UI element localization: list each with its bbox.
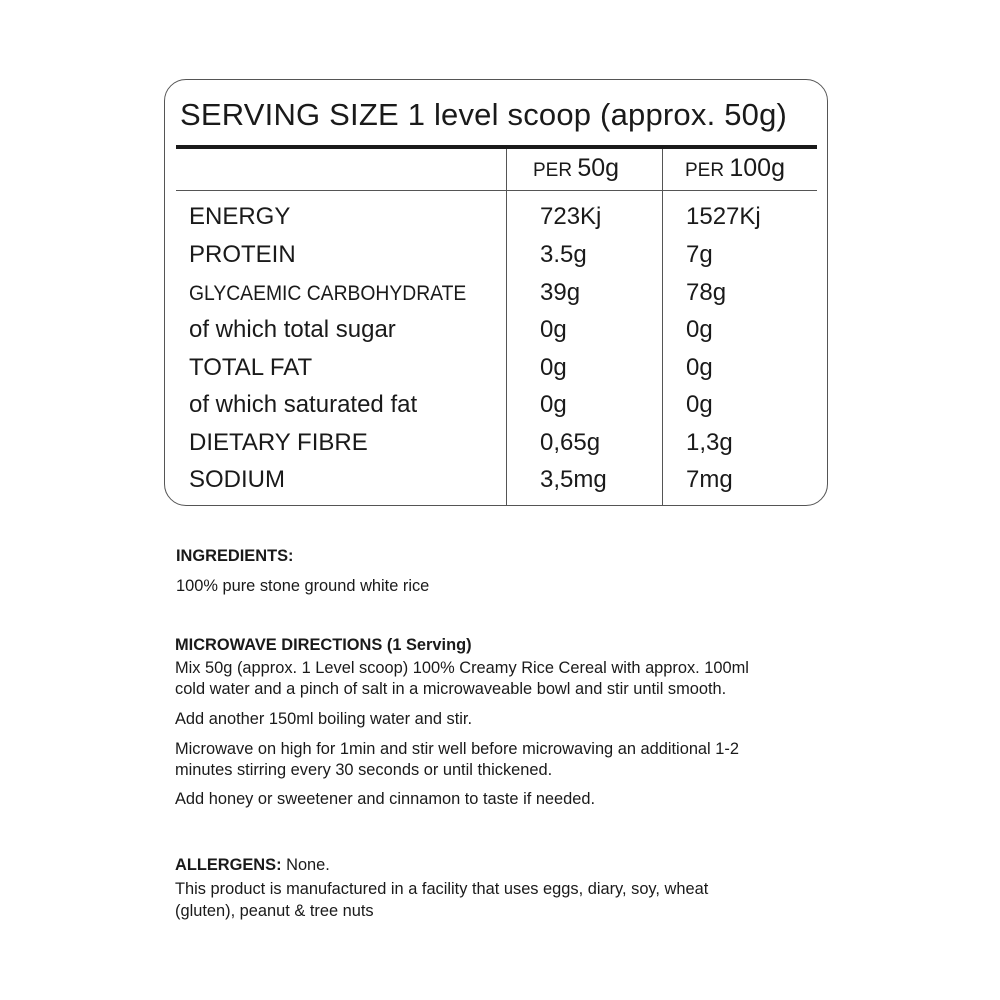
nutrient-value-per-50g: 0g [540, 316, 567, 343]
nutrient-label: GLYCAEMIC CARBOHYDRATE [189, 282, 467, 305]
nutrient-value-per-50g: 0g [540, 391, 567, 418]
nutrient-row-total-fat [0, 354, 1000, 390]
nutrient-row-dietary-fibre [0, 429, 1000, 465]
nutrient-row-total-sugar [0, 316, 1000, 352]
nutrient-label: SODIUM [189, 466, 285, 493]
nutrient-label: of which saturated fat [189, 391, 418, 418]
nutrient-value-per-100g: 0g [686, 391, 713, 418]
nutrient-value-per-50g: 3.5g [540, 241, 587, 268]
nutrient-label: DIETARY FIBRE [189, 429, 368, 456]
nutrient-value-per-50g: 39g [540, 279, 581, 306]
nutrient-row-glycaemic-carbohydrate [0, 279, 1000, 315]
nutrient-label: of which total sugar [189, 316, 396, 343]
allergens-heading: ALLERGENS: [175, 856, 282, 874]
column-header-per-50g [533, 154, 619, 183]
allergens-value: None. [281, 856, 330, 874]
ingredients-heading: INGREDIENTS: [176, 547, 294, 565]
directions-line: Add another 150ml boiling water and stir. [175, 710, 473, 728]
nutrient-label: TOTAL FAT [189, 354, 313, 381]
nutrient-value-per-100g: 7mg [686, 466, 733, 493]
ingredients-text: 100% pure stone ground white rice [176, 577, 430, 595]
allergens-statement [175, 855, 330, 876]
directions-line: minutes stirring every 30 seconds or until thickened. [175, 761, 553, 779]
column-header-prefix: PER [533, 160, 578, 181]
directions-line: Microwave on high for 1min and stir well before microwaving an additional 1-2 [175, 740, 739, 758]
column-header-value: 100g [729, 154, 785, 182]
header-divider [176, 145, 817, 149]
directions-line: cold water and a pinch of salt in a microwaveable bowl and stir until smooth. [175, 680, 727, 698]
directions-heading: MICROWAVE DIRECTIONS (1 Serving) [175, 636, 472, 654]
directions-line: Mix 50g (approx. 1 Level scoop) 100% Creamy Rice Cereal with approx. 100ml [175, 659, 749, 677]
allergens-line: (gluten), peanut & tree nuts [175, 902, 374, 920]
serving-size-title: SERVING SIZE 1 level scoop (approx. 50g) [180, 97, 788, 132]
nutrient-row-energy [0, 203, 1000, 239]
directions-line: Add honey or sweetener and cinnamon to taste if needed. [175, 790, 596, 808]
nutrient-value-per-100g: 1527Kj [686, 203, 761, 230]
nutrient-label: ENERGY [189, 203, 291, 230]
nutrient-value-per-50g: 0,65g [540, 429, 601, 456]
column-header-value: 50g [577, 154, 620, 182]
nutrient-value-per-50g: 0g [540, 354, 567, 381]
nutrient-row-protein [0, 241, 1000, 277]
allergens-line: This product is manufactured in a facility that uses eggs, diary, soy, wheat [175, 880, 709, 898]
nutrient-label: PROTEIN [189, 241, 296, 268]
nutrient-value-per-50g: 3,5mg [540, 466, 607, 493]
column-header-prefix: PER [685, 160, 730, 181]
nutrient-value-per-100g: 1,3g [686, 429, 733, 456]
nutrient-row-saturated-fat [0, 391, 1000, 427]
nutrient-value-per-100g: 78g [686, 279, 727, 306]
nutrient-value-per-100g: 7g [686, 241, 713, 268]
nutrient-value-per-100g: 0g [686, 354, 713, 381]
nutrient-value-per-100g: 0g [686, 316, 713, 343]
column-header-divider [176, 190, 817, 191]
column-header-per-100g [685, 154, 785, 183]
nutrient-value-per-50g: 723Kj [540, 203, 602, 230]
nutrient-row-sodium [0, 466, 1000, 502]
